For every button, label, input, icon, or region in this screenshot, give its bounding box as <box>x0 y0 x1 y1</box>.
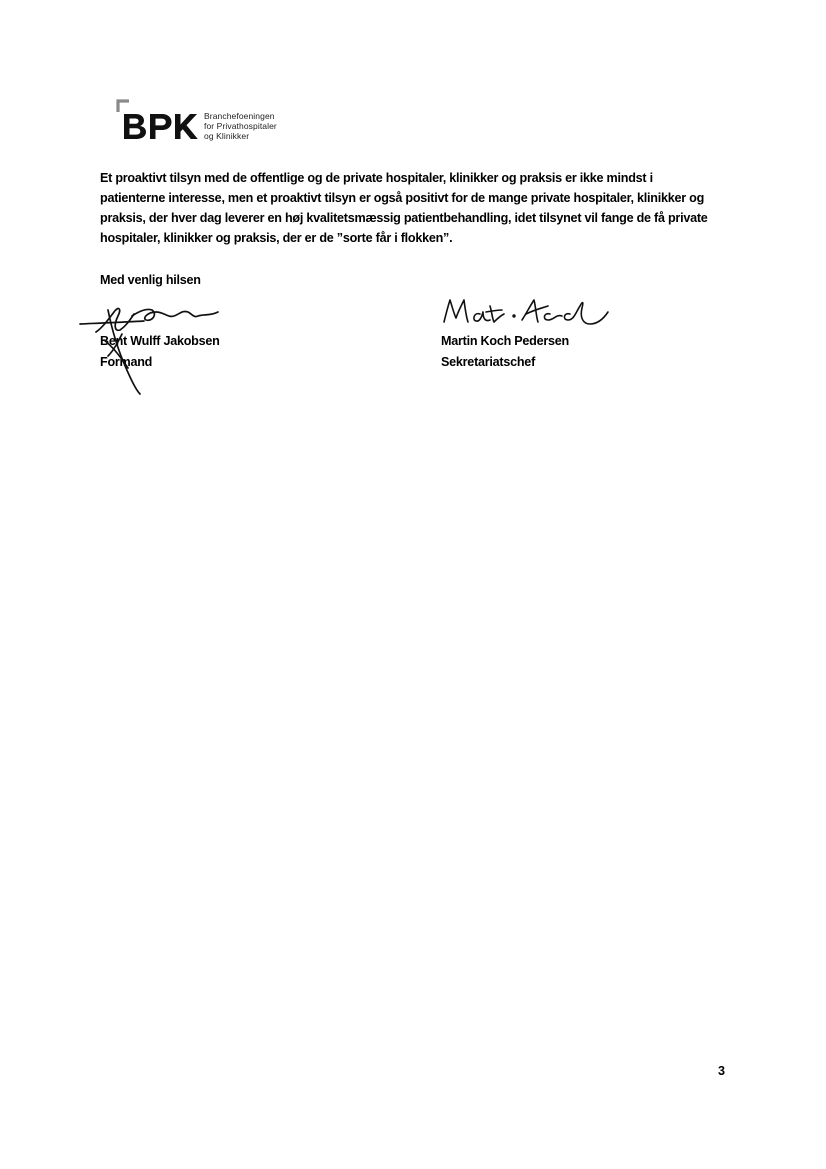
letterhead-logo <box>116 98 296 148</box>
signatory-name: Bent Wulff Jakobsen <box>100 334 220 348</box>
body-paragraph <box>100 168 740 248</box>
signatory-title: Formand <box>100 355 153 369</box>
handwritten-signature-left <box>78 290 228 395</box>
signatory-right <box>441 331 569 373</box>
logo-tagline-line: for Privathospitaler <box>204 121 277 131</box>
body-line: praksis, der hver dag leverer en høj kvalitetsmæssig patientbehandling, idet tilsynet vil fange de få private <box>100 211 708 225</box>
logo-tagline-line: Branchefoeningen <box>204 111 275 121</box>
signatory-name: Martin Koch Pedersen <box>441 334 569 348</box>
logo-tagline <box>204 111 277 141</box>
bpk-logo-mark <box>116 98 208 144</box>
body-line: patienterne interesse, men et proaktivt tilsyn er også positivt for de mange private hospitaler, klinikker og <box>100 191 705 205</box>
page-number: 3 <box>718 1064 726 1078</box>
body-line: Et proaktivt tilsyn med de offentlige og de private hospitaler, klinikker og praksis er ikke mindst i <box>100 171 653 185</box>
closing-salutation: Med venlig hilsen <box>100 273 201 287</box>
body-line: hospitaler, klinikker og praksis, der er de ”sorte får i flokken”. <box>100 231 453 245</box>
signatory-title: Sekretariatschef <box>441 355 536 369</box>
handwritten-signature-right <box>438 290 613 335</box>
logo-tagline-line: og Klinikker <box>204 131 250 141</box>
